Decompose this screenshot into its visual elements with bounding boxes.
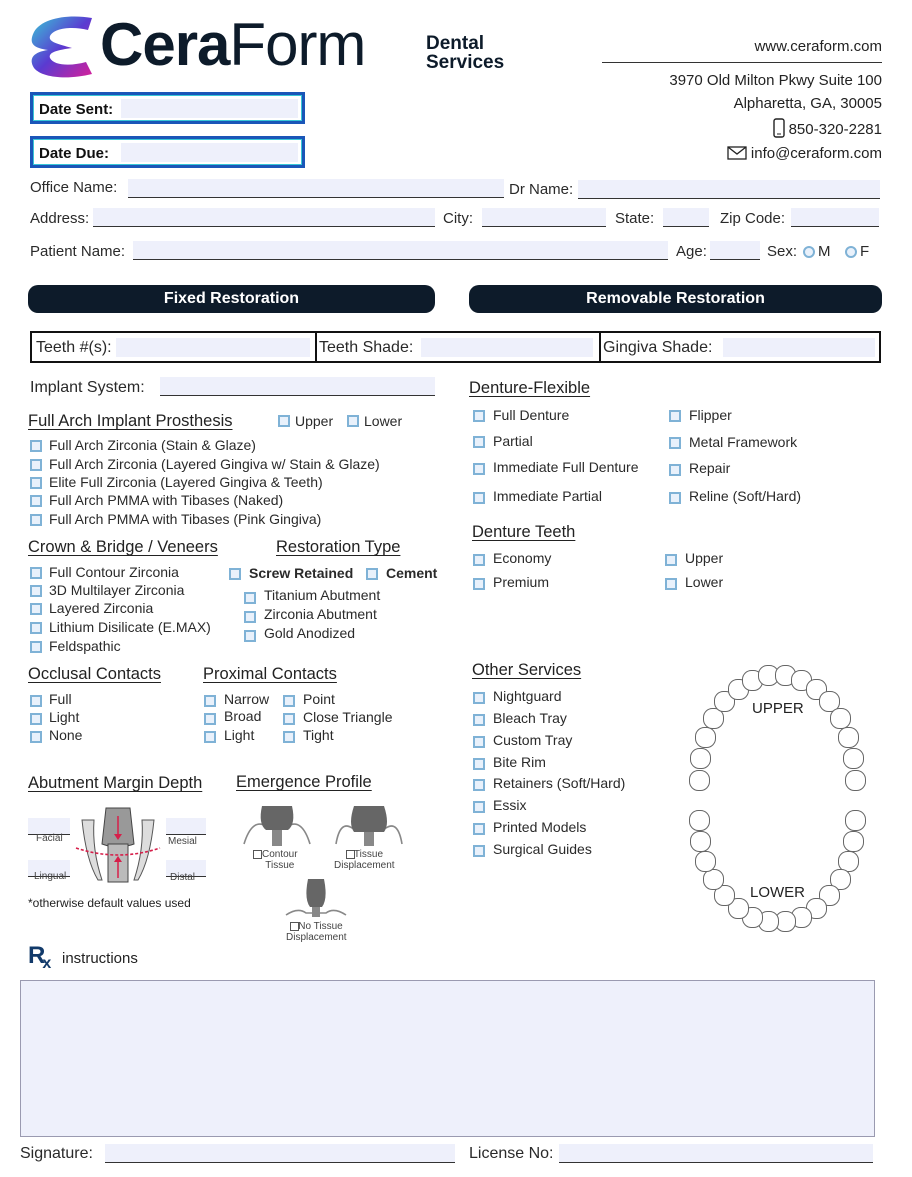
fixed-restoration-header: Fixed Restoration: [28, 285, 435, 313]
city-label: City:: [443, 210, 473, 227]
denture-flexible-label: Repair: [689, 460, 731, 476]
signature-field[interactable]: [105, 1144, 455, 1163]
date-due-box: [30, 136, 305, 168]
denture-flexible-checkbox[interactable]: [669, 492, 681, 504]
denture-flexible-label: Reline (Soft/Hard): [689, 488, 802, 504]
occlusal-item-checkbox[interactable]: [30, 731, 42, 743]
rx-icon: [28, 942, 54, 970]
denture-flexible-checkbox[interactable]: [473, 410, 485, 422]
phone-icon: [773, 118, 785, 138]
denture-teeth-title: Denture Teeth: [472, 523, 576, 541]
instructions-label: instructions: [62, 950, 138, 967]
emergence-profile-title: Emergence Profile: [236, 773, 372, 791]
tooth[interactable]: [843, 831, 864, 852]
proximal-item-checkbox[interactable]: [283, 695, 295, 707]
sex-male-radio[interactable]: [803, 246, 815, 258]
full-arch-item-label: Full Arch Zirconia (Stain & Glaze): [49, 437, 256, 453]
state-field[interactable]: [663, 208, 709, 227]
screw-retained-label: Screw Retained: [249, 565, 354, 581]
age-field[interactable]: [710, 241, 760, 260]
occlusal-contacts-title: Occlusal Contacts: [28, 665, 161, 683]
contour-tissue-icon: [242, 800, 312, 848]
denture-teeth-label: Economy: [493, 550, 552, 566]
denture-flexible-label: Full Denture: [493, 407, 570, 423]
logo-tag-services: Services: [426, 52, 505, 73]
full-arch-item-label: Elite Full Zirconia (Layered Gingiva & Teeth): [49, 474, 323, 490]
no-tissue-line-2: Displacement: [286, 932, 347, 943]
other-service-label: Retainers (Soft/Hard): [493, 775, 626, 791]
tooth[interactable]: [838, 727, 859, 748]
crown-bridge-title: Crown & Bridge / Veneers: [28, 538, 218, 556]
sex-label: Sex:: [767, 243, 798, 260]
contour-tissue-line-1: Contour: [262, 849, 298, 860]
full-arch-item-label: Full Arch Zirconia (Layered Gingiva w/ Stain & Glaze): [49, 456, 380, 472]
tooth[interactable]: [689, 810, 710, 831]
occlusal-item-checkbox[interactable]: [30, 713, 42, 725]
crown-item-checkbox[interactable]: [30, 641, 42, 653]
distal-label: Distal: [170, 872, 196, 883]
patient-name-label: Patient Name:: [30, 243, 126, 260]
denture-flexible-checkbox[interactable]: [473, 436, 485, 448]
default-values-note: *otherwise default values used: [28, 896, 191, 910]
contour-tissue-checkbox[interactable]: [253, 850, 262, 859]
denture-teeth-label: Premium: [493, 574, 550, 590]
date-sent-label: Date Sent:: [39, 101, 114, 118]
full-arch-item-checkbox[interactable]: [30, 459, 42, 471]
lower-arch-label: LOWER: [750, 884, 806, 901]
abutment-type-label: Gold Anodized: [264, 625, 356, 641]
sex-female-radio[interactable]: [845, 246, 857, 258]
tissue-displacement-line-1: Tissue: [353, 849, 384, 860]
teeth-shade-field[interactable]: [421, 338, 593, 357]
denture-flexible-checkbox[interactable]: [669, 437, 681, 449]
abutment-type-label: Zirconia Abutment: [264, 606, 377, 622]
zip-code-label: Zip Code:: [720, 210, 786, 227]
other-service-checkbox[interactable]: [473, 845, 485, 857]
full-arch-title: Full Arch Implant Prosthesis: [28, 412, 233, 430]
proximal-item-label: Point: [303, 691, 335, 707]
full-arch-lower-checkbox[interactable]: [347, 415, 359, 427]
abutment-type-label: Titanium Abutment: [264, 587, 381, 603]
teeth-shade-label: Teeth Shade:: [319, 339, 414, 356]
logo-text-cera: Cera: [100, 11, 230, 78]
lingual-label: Lingual: [34, 871, 67, 882]
tooth[interactable]: [695, 727, 716, 748]
proximal-item-checkbox[interactable]: [283, 713, 295, 725]
implant-system-field[interactable]: [160, 377, 435, 396]
rx-sub: x: [42, 955, 52, 972]
license-field[interactable]: [559, 1144, 873, 1163]
denture-flexible-label: Immediate Full Denture: [493, 459, 639, 475]
crown-item-label: 3D Multilayer Zirconia: [49, 582, 185, 598]
tooth-cross-section-icon: [72, 800, 164, 890]
other-service-label: Nightguard: [493, 688, 562, 704]
proximal-item-label: Tight: [303, 727, 334, 743]
occlusal-item-label: Full: [49, 691, 72, 707]
other-service-checkbox[interactable]: [473, 779, 485, 791]
tissue-displacement-label: [334, 849, 395, 871]
tooth[interactable]: [830, 708, 851, 729]
denture-flexible-label: Partial: [493, 433, 533, 449]
proximal-item-label: Broad: [224, 708, 262, 724]
other-service-checkbox[interactable]: [473, 714, 485, 726]
crown-item-label: Lithium Disilicate (E.MAX): [49, 619, 211, 635]
full-arch-upper-label: Upper: [295, 413, 334, 429]
implant-system-label: Implant System:: [30, 379, 145, 396]
no-tissue-line-1: No Tissue: [298, 921, 343, 932]
teeth-number-label: Teeth #(s):: [36, 339, 112, 356]
city-field[interactable]: [482, 208, 606, 227]
phone-number: 850-320-2281: [788, 121, 882, 138]
full-arch-item-checkbox[interactable]: [30, 440, 42, 452]
denture-teeth-label: Lower: [685, 574, 724, 590]
dr-name-label: Dr Name:: [509, 181, 574, 198]
no-tissue-displacement-icon: [284, 873, 348, 919]
crown-item-checkbox[interactable]: [30, 585, 42, 597]
crown-item-checkbox[interactable]: [30, 603, 42, 615]
tooth[interactable]: [845, 810, 866, 831]
full-arch-lower-label: Lower: [364, 413, 403, 429]
crown-item-label: Layered Zirconia: [49, 600, 154, 616]
restoration-type-title: Restoration Type: [276, 538, 401, 556]
full-arch-item-checkbox[interactable]: [30, 477, 42, 489]
date-sent-field[interactable]: [121, 99, 298, 118]
logo-text-form: Form: [229, 11, 366, 78]
denture-teeth-checkbox[interactable]: [665, 578, 677, 590]
date-sent-box: [30, 92, 305, 124]
other-service-label: Surgical Guides: [493, 841, 592, 857]
office-name-field[interactable]: [128, 179, 504, 198]
tooth-chart: [680, 655, 880, 945]
crown-item-label: Feldspathic: [49, 638, 121, 654]
proximal-item-checkbox[interactable]: [204, 695, 216, 707]
denture-teeth-label: Upper: [685, 550, 724, 566]
occlusal-item-checkbox[interactable]: [30, 695, 42, 707]
office-name-label: Office Name:: [30, 179, 118, 196]
abutment-margin-title: Abutment Margin Depth: [28, 774, 203, 792]
denture-teeth-checkbox[interactable]: [473, 554, 485, 566]
rx-symbol: R: [28, 942, 46, 969]
gingiva-shade-label: Gingiva Shade:: [603, 339, 713, 356]
full-arch-item-label: Full Arch PMMA with Tibases (Naked): [49, 492, 284, 508]
other-service-label: Essix: [493, 797, 527, 813]
gingiva-shade-field[interactable]: [723, 338, 875, 357]
logo-tag-dental: Dental: [426, 33, 485, 54]
sex-male-label: M: [818, 243, 831, 260]
crown-item-label: Full Contour Zirconia: [49, 564, 179, 580]
license-label: License No:: [469, 1145, 554, 1162]
cement-label: Cement: [386, 565, 438, 581]
website: www.ceraform.com: [754, 38, 882, 55]
other-service-checkbox[interactable]: [473, 758, 485, 770]
shade-row: [30, 331, 881, 363]
logo-mark-icon: [28, 12, 96, 80]
mail-icon: [727, 146, 747, 160]
other-service-label: Printed Models: [493, 819, 587, 835]
age-label: Age:: [676, 243, 707, 260]
crown-item-checkbox[interactable]: [30, 622, 42, 634]
signature-label: Signature:: [20, 1145, 93, 1162]
proximal-item-label: Close Triangle: [303, 709, 393, 725]
other-service-label: Bleach Tray: [493, 710, 567, 726]
tooth[interactable]: [689, 770, 710, 791]
date-due-label: Date Due:: [39, 145, 110, 162]
full-arch-upper-checkbox[interactable]: [278, 415, 290, 427]
address-line-1: 3970 Old Milton Pkwy Suite 100: [669, 72, 882, 89]
tissue-displacement-line-2: Displacement: [334, 860, 395, 871]
sex-female-label: F: [860, 243, 870, 260]
logo: [28, 12, 508, 84]
abutment-type-checkbox[interactable]: [244, 630, 256, 642]
occlusal-item-label: None: [49, 727, 83, 743]
mesial-label: Mesial: [168, 836, 197, 847]
other-services-title: Other Services: [472, 661, 582, 679]
proximal-item-label: Narrow: [224, 691, 270, 707]
full-arch-item-checkbox[interactable]: [30, 495, 42, 507]
denture-flexible-checkbox[interactable]: [669, 464, 681, 476]
proximal-item-checkbox[interactable]: [204, 713, 216, 725]
full-arch-item-label: Full Arch PMMA with Tibases (Pink Gingiva): [49, 511, 322, 527]
tooth[interactable]: [695, 851, 716, 872]
proximal-item-checkbox[interactable]: [204, 731, 216, 743]
address-line-2: Alpharetta, GA, 30005: [733, 95, 882, 112]
tissue-displacement-icon: [334, 800, 404, 848]
contour-tissue-label: [262, 849, 298, 871]
website-rule: [602, 62, 882, 63]
denture-flexible-checkbox[interactable]: [473, 463, 485, 475]
dr-name-field[interactable]: [578, 180, 880, 199]
tooth[interactable]: [843, 748, 864, 769]
contour-tissue-line-2: Tissue: [265, 860, 295, 871]
abutment-type-checkbox[interactable]: [244, 611, 256, 623]
denture-teeth-checkbox[interactable]: [473, 578, 485, 590]
zip-code-field[interactable]: [791, 208, 879, 227]
denture-flexible-label: Flipper: [689, 407, 732, 423]
proximal-item-label: Light: [224, 727, 255, 743]
patient-name-field[interactable]: [133, 241, 668, 260]
screw-retained-checkbox[interactable]: [229, 568, 241, 580]
no-tissue-displacement-label: [286, 921, 347, 943]
instructions-textarea[interactable]: [20, 980, 875, 1137]
state-label: State:: [615, 210, 655, 227]
occlusal-item-label: Light: [49, 709, 80, 725]
removable-restoration-header: Removable Restoration: [469, 285, 882, 313]
abutment-margin-diagram: [28, 800, 208, 890]
denture-flexible-label: Immediate Partial: [493, 488, 602, 504]
tooth[interactable]: [690, 748, 711, 769]
teeth-number-field[interactable]: [116, 338, 310, 357]
denture-flexible-title: Denture-Flexible: [469, 379, 591, 397]
address-label: Address:: [30, 210, 90, 227]
proximal-item-checkbox[interactable]: [283, 731, 295, 743]
full-arch-item-checkbox[interactable]: [30, 514, 42, 526]
other-service-checkbox[interactable]: [473, 801, 485, 813]
email-address: info@ceraform.com: [750, 145, 882, 162]
upper-arch-label: UPPER: [752, 700, 804, 717]
date-due-field[interactable]: [121, 143, 298, 162]
other-service-checkbox[interactable]: [473, 692, 485, 704]
other-service-checkbox[interactable]: [473, 736, 485, 748]
abutment-type-checkbox[interactable]: [244, 592, 256, 604]
cement-checkbox[interactable]: [366, 568, 378, 580]
other-service-label: Bite Rim: [493, 754, 546, 770]
denture-teeth-checkbox[interactable]: [665, 554, 677, 566]
facial-label: Facial: [36, 833, 63, 844]
tooth[interactable]: [690, 831, 711, 852]
denture-flexible-checkbox[interactable]: [473, 492, 485, 504]
tooth[interactable]: [845, 770, 866, 791]
address-field[interactable]: [93, 208, 435, 227]
crown-item-checkbox[interactable]: [30, 567, 42, 579]
denture-flexible-checkbox[interactable]: [669, 410, 681, 422]
other-service-checkbox[interactable]: [473, 823, 485, 835]
denture-flexible-label: Metal Framework: [689, 434, 798, 450]
proximal-contacts-title: Proximal Contacts: [203, 665, 337, 683]
other-service-label: Custom Tray: [493, 732, 573, 748]
